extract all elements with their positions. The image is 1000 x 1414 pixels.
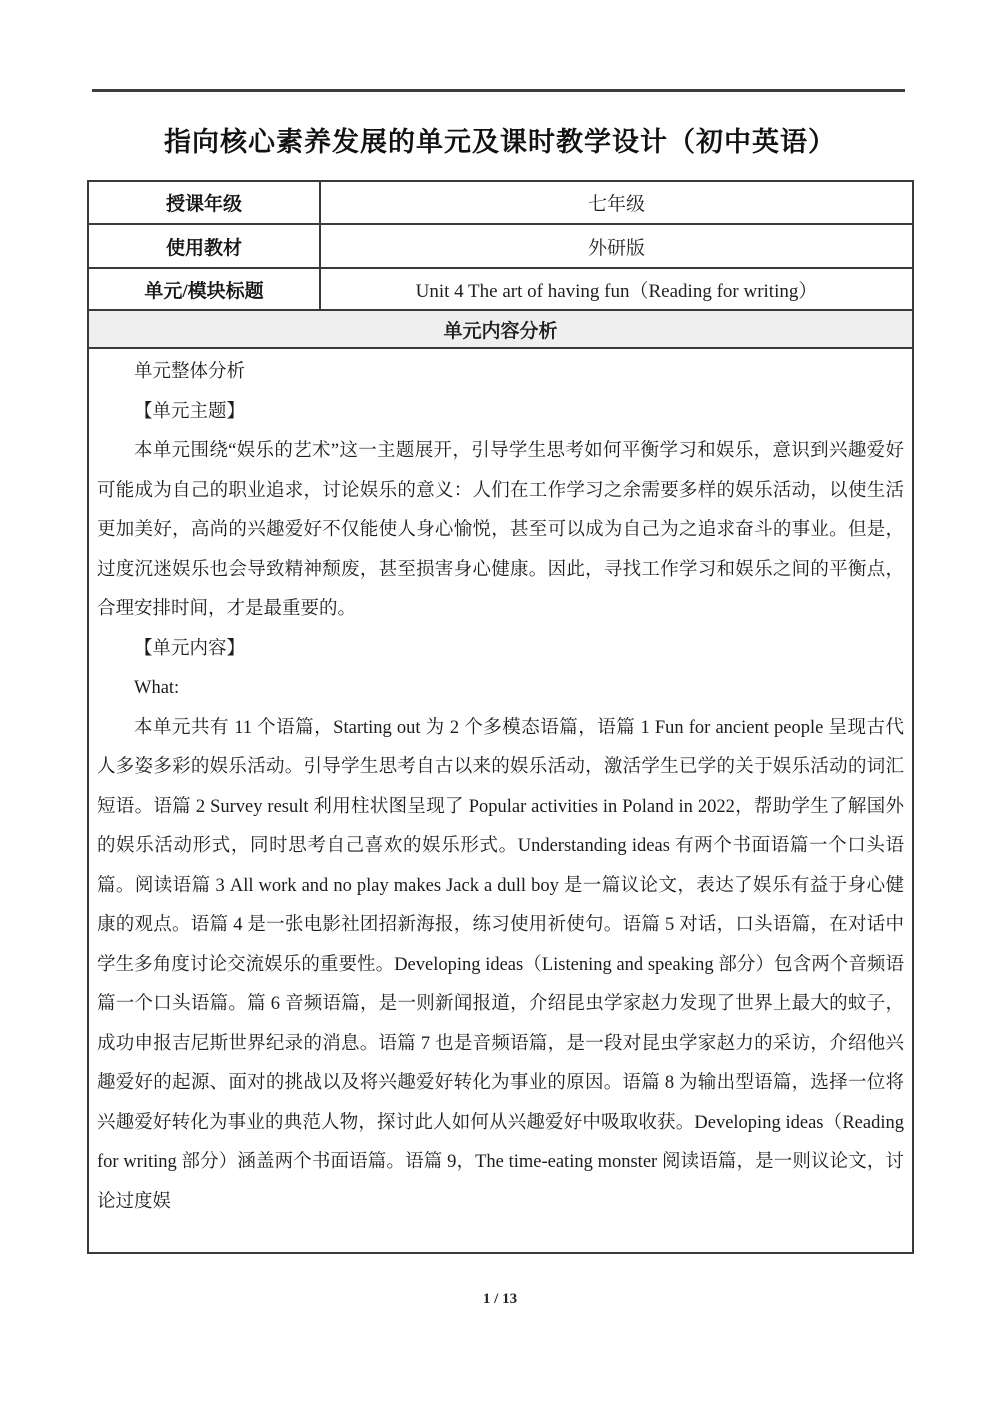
- row-label-textbook: 使用教材: [88, 224, 320, 268]
- analysis-paragraph: 【单元主题】: [134, 401, 246, 422]
- analysis-paragraph: What:: [134, 678, 180, 698]
- analysis-paragraph: 本单元围绕“娱乐的艺术”这一主题展开，引导学生思考如何平衡学习和娱乐，意识到兴趣爱好可能成为自己的职业追求，讨论娱乐的意义：人们在工作学习之余需要多样的娱乐活动，以使生活更加美好，高尚的兴趣爱好不仅能使人身心愉悦，甚至可以成为自己为之追求奋斗的事业。但是，过度沉迷娱乐也会导致精神颓废，甚至损害身心健康。因此，寻找工作学习和娱乐之间的平衡点，合理安排时间，才是最重要的。: [97, 441, 904, 619]
- analysis-content: [89, 349, 912, 1252]
- page-title: 指向核心素养发展的单元及课时教学设计（初中英语）: [164, 127, 836, 157]
- analysis-paragraph: 本单元共有 11 个语篇，Starting out 为 2 个多模态语篇，语篇 1 Fun for ancient people 呈现古代人多姿多彩的娱乐活动。引导学生思考自古以来的娱乐活动，激活学生已学的关于娱乐活动的词汇短语。语篇 2 Survey result 利用柱状图呈现了 Popular activities in Poland in 2022，帮助学生了解国外的娱乐活动形式，同时思考自己喜欢的娱乐形式。Understanding ideas 有两个书面语篇一个口头语篇。阅读语篇 3 All work and no play makes Jack a dull boy 是一篇议论文，表达了娱乐有益于身心健康的观点。语篇 4 是一张电影社团招新海报，练习使用祈使句。语篇 5 对话，口头语篇，在对话中学生多角度讨论交流娱乐的重要性。Developing ideas（Listening and speaking 部分）包含两个音频语篇一个口头语篇。篇 6 音频语篇，是一则新闻报道，介绍昆虫学家赵力发现了世界上最大的蚊子，成功申报吉尼斯世界纪录的消息。语篇 7 也是音频语篇，是一段对昆虫学家赵力的采访，介绍他兴趣爱好的起源、面对的挑战以及将兴趣爱好转化为事业的原因。语篇 8 为输出型语篇，选择一位将兴趣爱好转化为事业的典范人物，探讨此人如何从兴趣爱好中吸取收获。Developing ideas（Reading for writing 部分）涵盖两个书面语篇。语篇 9，The time-eating monster 阅读语篇，是一则议论文，讨论过度娱: [97, 717, 904, 1212]
- table-row-grade: [88, 181, 913, 224]
- table-row-section-header: [88, 310, 913, 348]
- row-value-grade: 七年级: [320, 181, 913, 224]
- header-rule: [92, 89, 905, 92]
- row-value-unit-title: Unit 4 The art of having fun（Reading for writing）: [320, 268, 913, 310]
- page-number: 1 / 13: [482, 1291, 518, 1307]
- table-row-textbook: [88, 224, 913, 268]
- info-table: [87, 180, 914, 1254]
- table-row-unit-title: [88, 268, 913, 310]
- section-header: 单元内容分析: [88, 310, 913, 348]
- row-label-grade: 授课年级: [88, 181, 320, 224]
- analysis-cell: [88, 348, 913, 1253]
- row-value-textbook: 外研版: [320, 224, 913, 268]
- row-label-unit-title: 单元/模块标题: [88, 268, 320, 310]
- analysis-paragraph: 单元整体分析: [134, 362, 246, 382]
- table-row-analysis: [88, 348, 913, 1253]
- analysis-paragraph: 【单元内容】: [134, 638, 246, 659]
